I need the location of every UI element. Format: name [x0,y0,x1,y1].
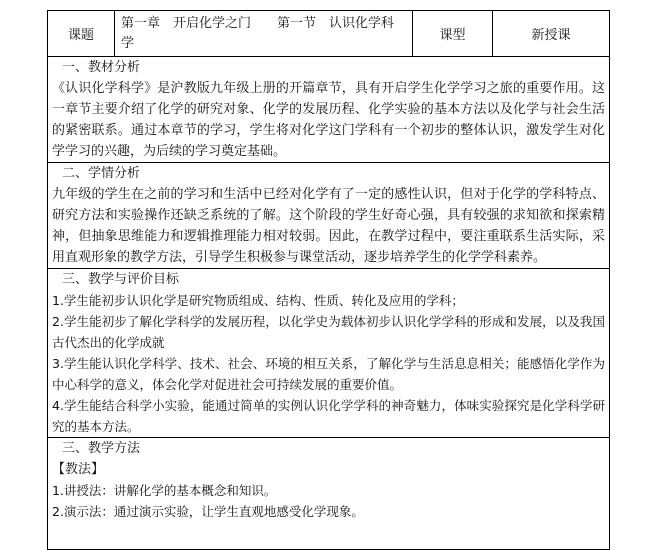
section-title: 二、学情分析 [62,166,141,181]
section-goals [48,269,609,438]
section-title: 三、教学方法 [62,441,141,456]
topic-value: 第一章 开启化学之门 第一节 认识化学科学 [115,11,413,56]
section-paragraph: 《认识化学科学》是沪教版九年级上册的开篇章节，具有开启学生化学学习之旅的重要作用。这一章节主要介绍了化学的研究对象、化学的发展历程、化学实验的基本方法以及化学与社会生活的紧密联系。通过本章节的学习，学生将对化学这门学科有一个初步的整体认识，激发学生对化学学习的兴趣，为后续的学习奠定基础。 [52,81,605,159]
section-methods [48,438,609,522]
goal-item: 1.学生能初步认识化学是研究物质组成、结构、性质、转化及应用的学科； [52,293,464,308]
goal-item: 3.学生能认识化学科学、技术、社会、环境的相互关系，了解化学与生活息息相关；能感悟化学作为中心科学的意义，体会化学对促进社会可持续发展的重要价值。 [52,356,605,392]
section-title: 一、教材分析 [62,60,141,75]
method-subtitle: 【教法】 [52,462,105,477]
method-item: 1.讲授法：讲解化学的基本概念和知识。 [52,483,277,498]
lesson-plan-table [47,10,610,550]
goal-item: 4.学生能结合科学小实验，能通过简单的实例认识化学学科的神奇魅力，体味实验探究是化学科学研究的基本方法。 [52,398,605,434]
section-textbook-analysis [48,57,609,163]
goal-item: 2.学生能初步了解化学科学的发展历程，以化学史为载体初步认识化学学科的形成和发展，以及我国古代杰出的化学成就 [52,314,605,350]
header-row [48,11,609,57]
section-title: 三、教学与评价目标 [62,272,180,287]
topic-label: 课题 [48,11,115,56]
lesson-type-value: 新授课 [531,28,571,43]
method-item: 2.演示法：通过演示实验，让学生直观地感受化学现象。 [52,504,364,519]
lesson-type-label: 课型 [413,11,493,56]
section-paragraph: 九年级的学生在之前的学习和生活中已经对化学有了一定的感性认识，但对于化学的学科特点、研究方法和实验操作还缺乏系统的了解。这个阶段的学生好奇心强，具有较强的求知欲和探索精神，但抽象思维能力和逻辑推理能力相对较弱。因此，在教学过程中，要注重联系生活实际，采用直观形象的教学方法，引导学生积极参与课堂活动，逐步培养学生的化学学科素养。 [52,187,605,265]
section-student-analysis [48,163,609,269]
